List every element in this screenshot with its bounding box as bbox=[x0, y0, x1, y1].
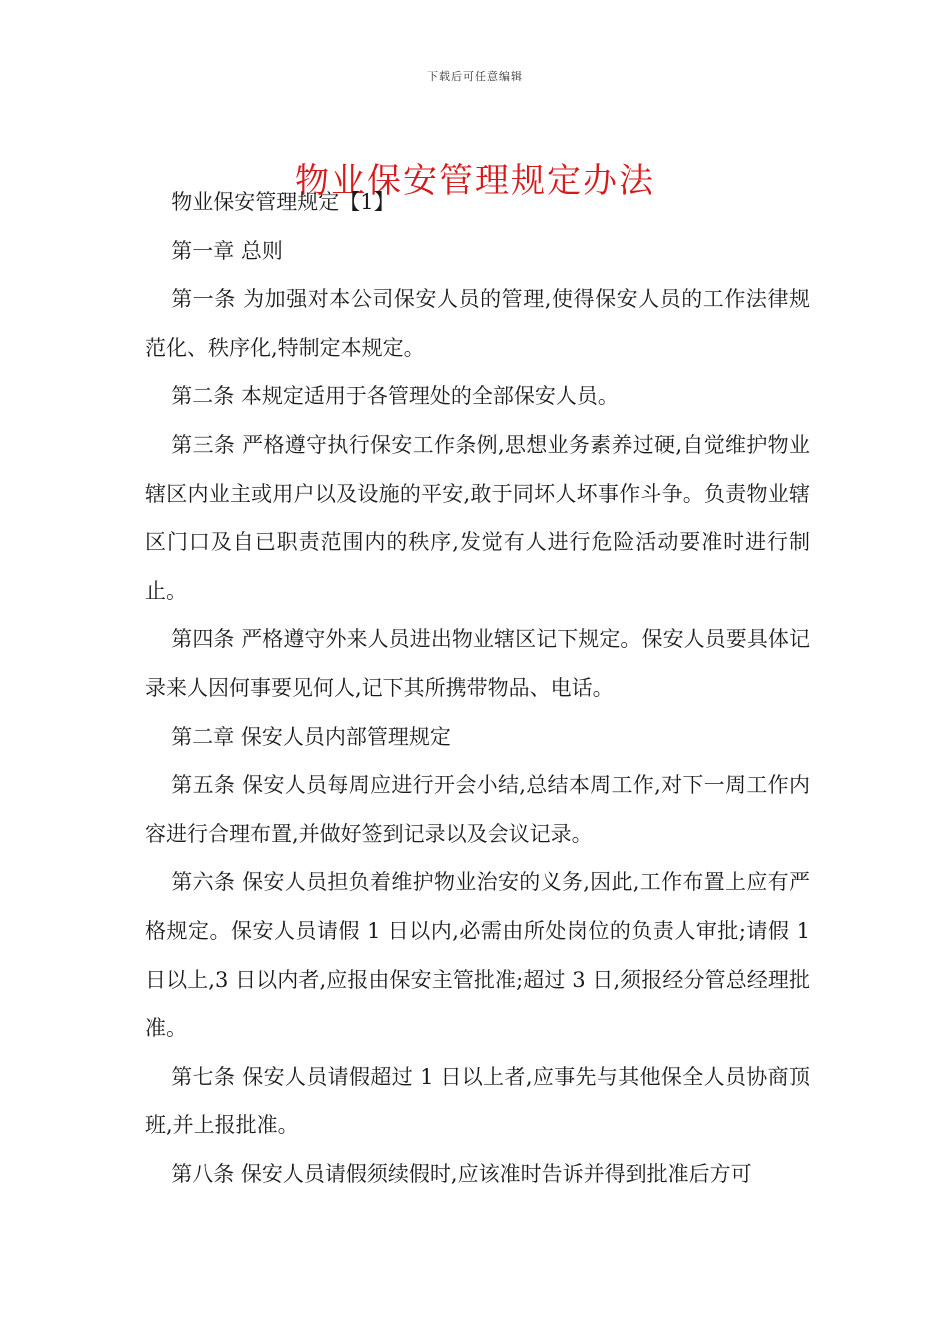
article-paragraph: 第二条 本规定适用于各管理处的全部保安人员。 bbox=[171, 384, 619, 409]
chapter-heading: 第二章 保安人员内部管理规定 bbox=[171, 724, 451, 749]
document-body bbox=[145, 178, 810, 1198]
article-paragraph: 第四条 严格遵守外来人员进出物业辖区记下规定。保安人员要具体记录来人因何事要见何人,记下其所携带物品、电话。 bbox=[145, 627, 810, 700]
article-paragraph: 第五条 保安人员每周应进行开会小结,总结本周工作,对下一周工作内容进行合理布置,并做好签到记录以及会议记录。 bbox=[145, 773, 810, 846]
section-heading: 物业保安管理规定【1】 bbox=[171, 190, 395, 214]
document-title: 物业保安管理规定办法 bbox=[295, 160, 655, 201]
article-paragraph: 第三条 严格遵守执行保安工作条例,思想业务素养过硬,自觉维护物业辖区内业主或用户以及设施的平安,敢于同坏人坏事作斗争。负责物业辖区门口及自已职责范围内的秩序,发觉有人进行危险活动要准时进行制止。 bbox=[145, 432, 810, 603]
article-paragraph: 第七条 保安人员请假超过 1 日以上者,应事先与其他保全人员协商顶班,并上报批准。 bbox=[145, 1064, 810, 1138]
article-paragraph: 第一条 为加强对本公司保安人员的管理,使得保安人员的工作法律规范化、秩序化,特制定本规定。 bbox=[145, 287, 810, 360]
article-paragraph: 第六条 保安人员担负着维护物业治安的义务,因此,工作布置上应有严格规定。保安人员请假 1 日以内,必需由所处岗位的负责人审批;请假 1 日以上,3 日以内者,应报由保安主管批准;超过 3 日,须报经分管总经理批准。 bbox=[145, 870, 810, 1041]
article-paragraph: 第八条 保安人员请假须续假时,应该准时告诉并得到批准后方可 bbox=[171, 1161, 752, 1186]
chapter-heading: 第一章 总则 bbox=[171, 238, 283, 263]
header-note: 下载后可任意编辑 bbox=[427, 70, 523, 83]
